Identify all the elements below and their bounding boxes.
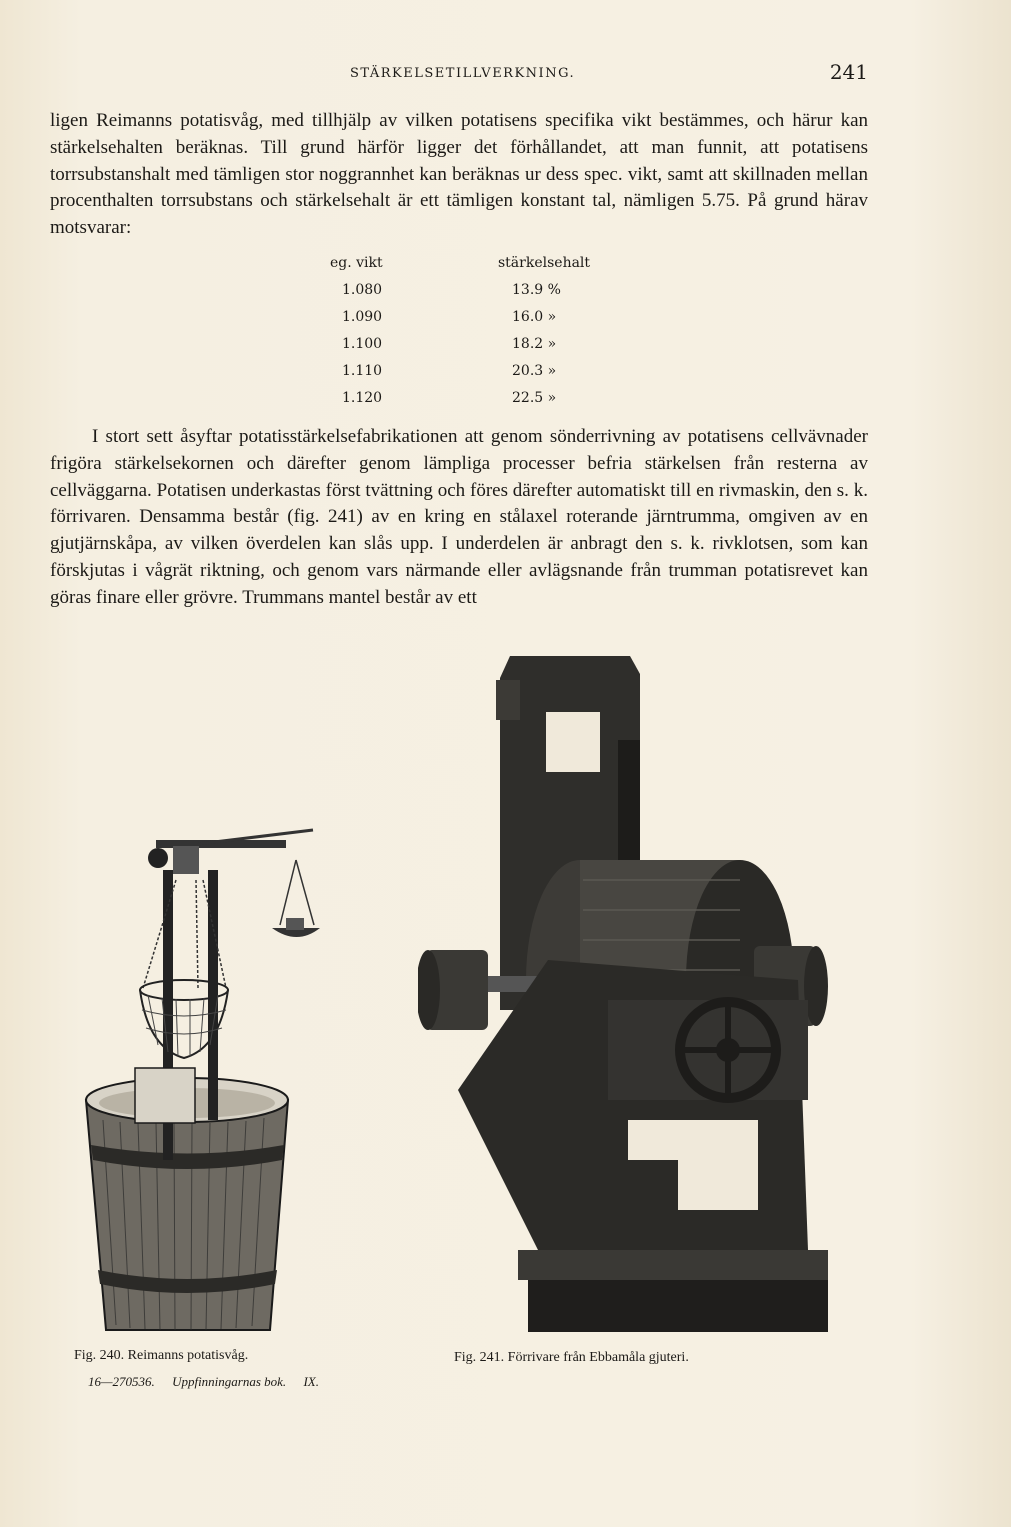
table-cell: 1.090: [342, 309, 383, 325]
page-header: [50, 60, 868, 92]
page-number: 241: [829, 60, 868, 84]
paragraph-2: I stort sett åsyftar potatisstärkelsefabrikationen att genom sönderrivning av potatisens cellvävnader frigöra stärkelsekornen och därefter genom lämpliga processer befria stärkelsen från resterna av cellväggarna. Potatisen underkastas först tvättning och föres därefter automatiskt till en rivmaskin, den s. k. förrivaren. Densamma består (fig. 241) av en kring en stålaxel roterande järntrumma, omgiven av en gjutjärnskåpa, av vilken överdelen kan slås upp. I underdelen är anbragt den s. k. rivklotsen, som kan förskjutas i vågrät riktning, och genom vars närmande eller avlägsnande från trumman potatisrevet kan göras finare eller grövre. Trummans mantel består av ett: [50, 426, 868, 608]
specific-gravity-table: [300, 255, 620, 417]
table-cell: 16.0 »: [512, 309, 557, 325]
table-cell: 1.120: [342, 390, 383, 406]
table-row: [300, 336, 620, 363]
table-cell: 1.100: [342, 336, 383, 352]
table-row: [300, 363, 620, 390]
paragraph-1: ligen Reimanns potatisvåg, med tillhjälp av vilken potatisens specifika vikt bestämmes, och härur kan stärkelsehalten beräknas. Till grund härför ligger det förhållandet, att man funnit, att potatisens torrsubstanshalt med tämligen stor noggrannhet kan beräknas ur dess spec. vikt, samt att skillnaden mellan procenthalten torrsubstans och stärkelsehalt är ett tämligen konstant tal, nämligen 5.75. På grund härav motsvarar:: [50, 110, 868, 239]
figure-potato-scale-illustration: [58, 800, 348, 1340]
running-head: STÄRKELSETILLVERKNING.: [350, 66, 576, 81]
table-cell: 13.9 %: [512, 282, 561, 298]
figure-240-caption: Fig. 240. Reimanns potatisvåg.: [74, 1348, 249, 1363]
table-row: [300, 390, 620, 417]
printer-signature: 16—270536.: [88, 1374, 155, 1389]
table-cell: 1.080: [342, 282, 383, 298]
figure-grating-machine-photo: [418, 650, 858, 1340]
table-cell: 22.5 »: [512, 390, 557, 406]
table-cell: 1.110: [342, 363, 383, 379]
table-cell: 18.2 »: [512, 336, 557, 352]
figure-241-caption: Fig. 241. Förrivare från Ebbamåla gjuteri.: [454, 1350, 689, 1365]
table-row: [300, 282, 620, 309]
table-row: [300, 309, 620, 336]
table-header-row: [300, 255, 620, 282]
table-header-weight: eg. vikt: [330, 255, 383, 271]
table-header-starch: stärkelsehalt: [498, 255, 591, 271]
table-cell: 20.3 »: [512, 363, 557, 379]
book-title: Uppfinningarnas bok.: [172, 1374, 287, 1389]
volume-number: IX.: [303, 1374, 319, 1389]
page-footer: [88, 1374, 319, 1390]
